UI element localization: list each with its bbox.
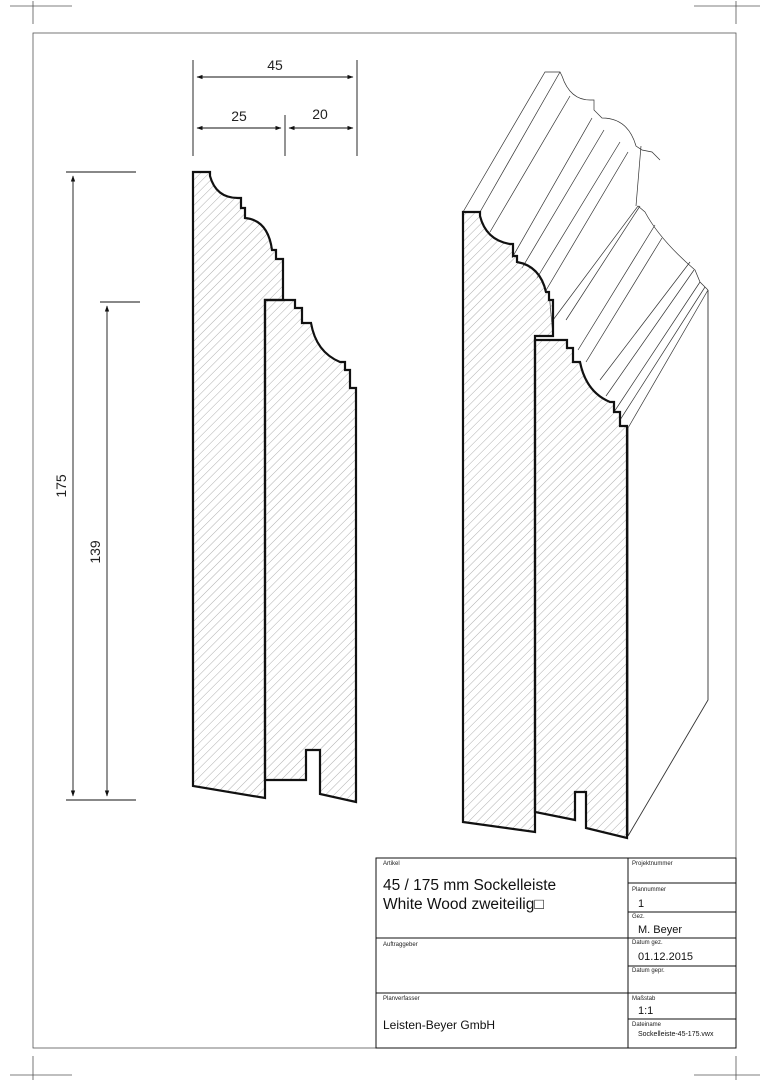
drawing-title-line2: White Wood zweiteilig□ bbox=[383, 896, 544, 913]
dimension-part-b-height bbox=[100, 302, 140, 796]
massstab-value: 1:1 bbox=[638, 1005, 654, 1017]
projektnummer-label: Projektnummer bbox=[632, 861, 673, 867]
gez-label: Gez. bbox=[632, 914, 645, 920]
dim-text-part-b-height: 139 bbox=[87, 540, 103, 564]
iso-part-b-face bbox=[535, 340, 627, 838]
crop-mark-bottom-right bbox=[694, 1056, 760, 1080]
auftraggeber-label: Auftraggeber bbox=[383, 942, 418, 948]
drawing-title-line1: 45 / 175 mm Sockelleiste bbox=[383, 877, 557, 894]
dimension-overall-width bbox=[193, 60, 357, 156]
dim-text-part-a-width: 25 bbox=[231, 108, 247, 124]
crop-mark-top-right bbox=[694, 1, 760, 24]
datum-gez-value: 01.12.2015 bbox=[638, 951, 694, 963]
dimension-overall-height bbox=[66, 172, 136, 800]
artikel-label: Artikel bbox=[383, 861, 400, 867]
dateiname-value: Sockelleiste-45-175.vwx bbox=[638, 1031, 714, 1038]
plannummer-value: 1 bbox=[638, 898, 645, 910]
dim-text-part-b-width: 20 bbox=[312, 106, 328, 122]
datum-gepr-label: Datum gepr. bbox=[632, 968, 665, 974]
isometric-view bbox=[463, 72, 708, 838]
gez-value: M. Beyer bbox=[638, 924, 683, 936]
massstab-label: Maßstab bbox=[632, 996, 656, 1002]
dim-text-overall-width: 45 bbox=[267, 57, 283, 73]
iso-right-face bbox=[628, 290, 708, 836]
datum-gez-label: Datum gez. bbox=[632, 940, 663, 946]
dateiname-label: Dateiname bbox=[632, 1022, 662, 1028]
crop-mark-bottom-left bbox=[10, 1056, 72, 1080]
sheet-frame bbox=[10, 1, 760, 1080]
dimension-part-widths bbox=[197, 115, 353, 156]
crop-mark-top-left bbox=[10, 1, 72, 24]
plannummer-label: Plannummer bbox=[632, 887, 667, 893]
company-name: Leisten-Beyer GmbH bbox=[383, 1018, 496, 1032]
planverfasser-label: Planverfasser bbox=[383, 996, 420, 1002]
section-part-b bbox=[265, 300, 356, 802]
dim-text-overall-height: 175 bbox=[53, 474, 69, 498]
